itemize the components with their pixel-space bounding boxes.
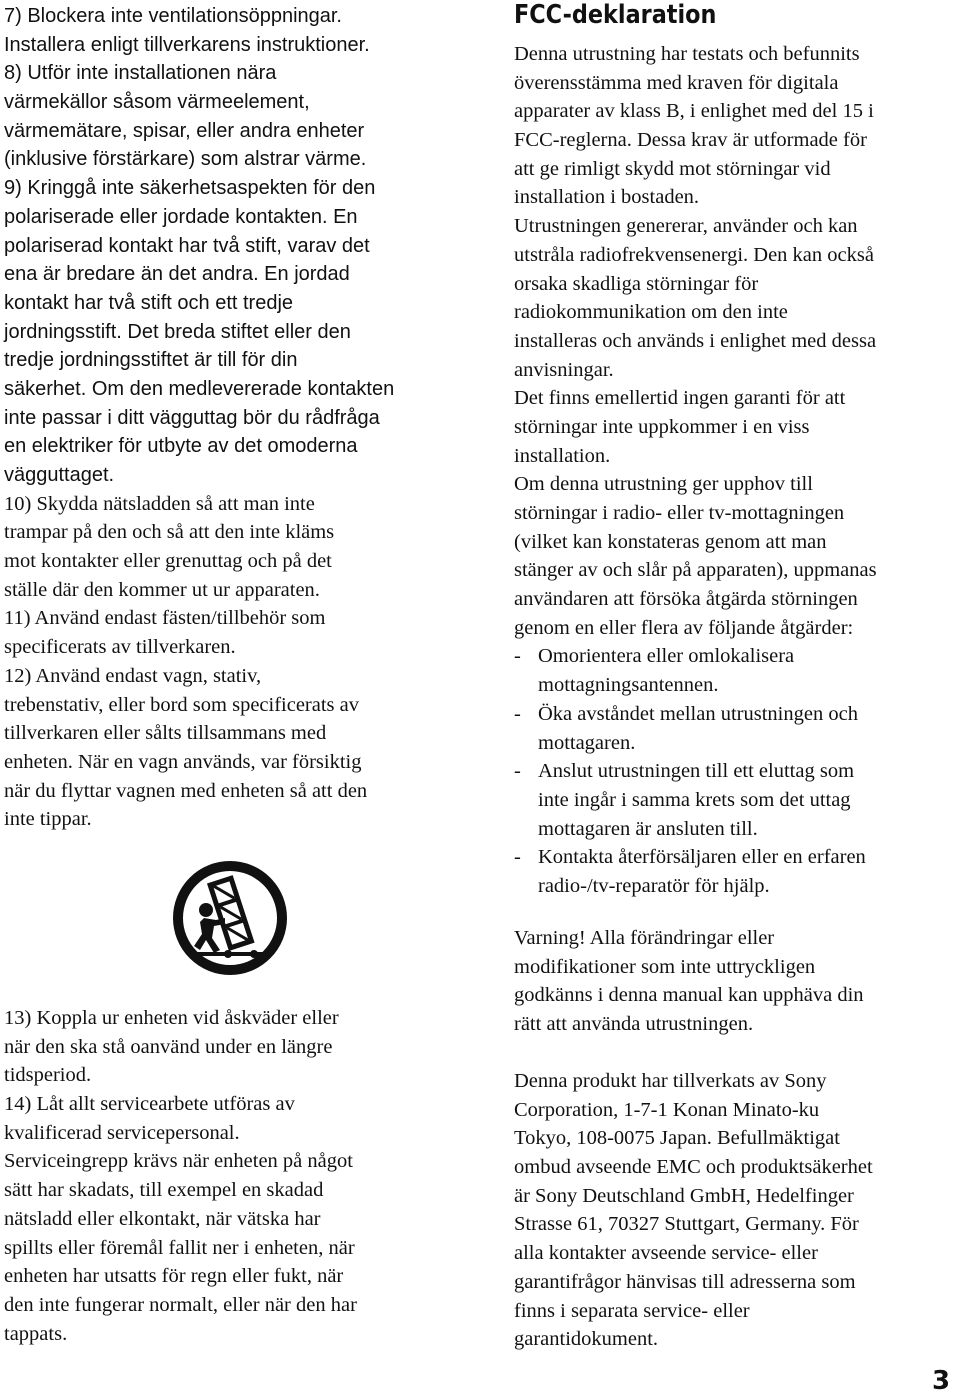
text-line: orsaka skadliga störningar för bbox=[514, 272, 759, 295]
text-line: den inte fungerar normalt, eller när den har bbox=[4, 1293, 357, 1316]
text-line: utstråla radiofrekvensenergi. Den kan också bbox=[514, 243, 874, 266]
text-line: enheten har utsatts för regn eller fukt, när bbox=[4, 1265, 344, 1288]
list-item bbox=[514, 757, 958, 843]
text-line: enheten. När en vagn används, var försiktig bbox=[4, 750, 362, 773]
text-line: stänger av och slår på apparaten), uppmanas bbox=[514, 559, 877, 582]
text-line: värmekällor såsom värmeelement, bbox=[4, 91, 310, 114]
text-line: mot kontakter eller grenuttag och på det bbox=[4, 550, 332, 573]
text-line: när den ska stå oanvänd under en längre bbox=[4, 1035, 333, 1058]
fcc-declaration bbox=[514, 40, 958, 642]
text-line: Denna produkt har tillverkats av Sony bbox=[514, 1070, 827, 1092]
text-line: 10) Skydda nätsladden så att man inte bbox=[4, 492, 315, 515]
text-line: spillts eller föremål fallit ner i enheten, när bbox=[4, 1236, 355, 1259]
text-line: inte ingår i samma krets som det uttag bbox=[538, 788, 851, 811]
text-line: installation. bbox=[514, 444, 611, 467]
text-line: radiokommunikation om den inte bbox=[514, 301, 788, 324]
text-line: Anslut utrustningen till ett eluttag som bbox=[538, 760, 855, 783]
text-line: ställe där den kommer ut ur apparaten. bbox=[4, 578, 320, 601]
text-line: tredje jordningsstiftet är till för din bbox=[4, 349, 298, 372]
warning-paragraph bbox=[514, 924, 864, 1039]
list-item bbox=[514, 642, 958, 699]
text-line: radio-/tv-reparatör för hjälp. bbox=[538, 874, 770, 897]
text-line: Installera enligt tillverkarens instruktioner. bbox=[4, 33, 370, 56]
text-line: finns i separata service- eller bbox=[514, 1299, 750, 1322]
text-line: garantifrågor hänvisas till adresserna som bbox=[514, 1270, 856, 1293]
text-line: mottagaren. bbox=[538, 731, 636, 754]
text-line: är Sony Deutschland GmbH, Hedelfinger bbox=[514, 1184, 854, 1207]
text-line: 8) Utför inte installationen nära bbox=[4, 62, 277, 85]
text-line: Corporation, 1-7-1 Konan Minato-ku bbox=[514, 1098, 820, 1121]
safety-instructions-13-14 bbox=[4, 1004, 357, 1348]
text-line: mottagaren är ansluten till. bbox=[538, 817, 758, 840]
text-line: 12) Använd endast vagn, stativ, bbox=[4, 664, 262, 687]
text-line: (inklusive förstärkare) som alstrar värme. bbox=[4, 148, 367, 171]
text-line: tappats. bbox=[4, 1322, 68, 1345]
text-line: kvalificerad servicepersonal. bbox=[4, 1121, 240, 1144]
text-line: Om denna utrustning ger upphov till bbox=[514, 473, 813, 496]
text-line: störningar i radio- eller tv-mottagningen bbox=[514, 502, 845, 524]
text-line: 9) Kringgå inte säkerhetsaspekten för den bbox=[4, 177, 376, 200]
right-column bbox=[514, 0, 958, 1351]
text-line: ombud avseende EMC och produktsäkerhet bbox=[514, 1156, 873, 1179]
text-line: jordningsstift. Det breda stiftet eller den bbox=[4, 320, 351, 343]
left-column bbox=[4, 0, 474, 1345]
list-item bbox=[514, 843, 958, 900]
text-line: genom en eller flera av följande åtgärder: bbox=[514, 616, 854, 639]
text-line: garantidokument. bbox=[514, 1328, 659, 1351]
text-line: apparater av klass B, i enlighet med del 15 i bbox=[514, 100, 874, 123]
text-line: Kontakta återförsäljaren eller en erfaren bbox=[538, 846, 866, 869]
text-line: överensstämma med kraven för digitala bbox=[514, 71, 839, 94]
text-line: mottagningsantennen. bbox=[538, 674, 719, 697]
text-line: Omorientera eller omlokalisera bbox=[538, 645, 795, 668]
text-line: FCC-reglerna. Dessa krav är utformade för bbox=[514, 129, 867, 152]
text-line: 7) Blockera inte ventilationsöppningar. bbox=[4, 5, 342, 27]
text-line: nätsladd eller elkontakt, när vätska har bbox=[4, 1207, 321, 1230]
fcc-heading: FCC-deklaration bbox=[514, 0, 717, 30]
text-line: Strasse 61, 70327 Stuttgart, Germany. För bbox=[514, 1213, 859, 1236]
text-line: säkerhet. Om den medlevererade kontakten bbox=[4, 377, 395, 400]
text-line: inte tippar. bbox=[4, 808, 92, 831]
text-line: rätt att använda utrustningen. bbox=[514, 1013, 754, 1036]
text-line: inte passar i ditt vägguttag bör du rådfråga bbox=[4, 406, 380, 429]
list-dash: - bbox=[514, 760, 521, 783]
text-line: kontakt har två stift och ett tredje bbox=[4, 291, 294, 314]
text-line: polariserad kontakt har två stift, varav det bbox=[4, 234, 370, 257]
list-item bbox=[514, 700, 958, 757]
text-line: 13) Koppla ur enheten vid åskväder eller bbox=[4, 1007, 339, 1029]
text-line: Varning! Alla förändringar eller bbox=[514, 927, 775, 949]
cart-tip-over-warning-icon bbox=[170, 858, 290, 978]
text-line: användaren att försöka åtgärda störningen bbox=[514, 588, 858, 611]
text-line: godkänns i denna manual kan upphäva din bbox=[514, 984, 864, 1007]
text-line: installation i bostaden. bbox=[514, 186, 700, 209]
fcc-measures-list bbox=[514, 642, 958, 900]
text-line: trebenstativ, eller bord som specificerats av bbox=[4, 693, 360, 716]
safety-instructions-7-9 bbox=[4, 2, 474, 490]
text-line: modifikationer som inte uttryckligen bbox=[514, 955, 816, 978]
text-line: störningar inte uppkommer i en viss bbox=[514, 415, 810, 438]
text-line: Öka avståndet mellan utrustningen och bbox=[538, 702, 858, 725]
text-line: installeras och används i enlighet med dessa bbox=[514, 329, 877, 352]
text-line: trampar på den och så att den inte kläms bbox=[4, 521, 335, 544]
text-line: 14) Låt allt servicearbete utföras av bbox=[4, 1093, 295, 1116]
text-line: tillverkaren eller sålts tillsammans med bbox=[4, 722, 327, 745]
list-dash: - bbox=[514, 702, 521, 725]
text-line: när du flyttar vagnen med enheten så att den bbox=[4, 779, 368, 802]
safety-instructions-10-12 bbox=[4, 490, 474, 834]
page-number: 3 bbox=[932, 1366, 951, 1396]
text-line: 11) Använd endast fästen/tillbehör som bbox=[4, 607, 326, 630]
text-line: Tokyo, 108-0075 Japan. Befullmäktigat bbox=[514, 1127, 840, 1150]
text-line: att ge rimligt skydd mot störningar vid bbox=[514, 157, 831, 180]
text-line: alla kontakter avseende service- eller bbox=[514, 1242, 818, 1265]
text-line: Utrustningen genererar, använder och kan bbox=[514, 215, 858, 238]
list-dash: - bbox=[514, 645, 521, 668]
text-line: ena är bredare än det andra. En jordad bbox=[4, 263, 350, 286]
manufacturer-paragraph bbox=[514, 1067, 873, 1354]
text-line: tidsperiod. bbox=[4, 1064, 92, 1087]
text-line: polariserade eller jordade kontakten. En bbox=[4, 205, 358, 228]
list-dash: - bbox=[514, 846, 521, 869]
text-line: sätt har skadats, till exempel en skadad bbox=[4, 1179, 324, 1202]
text-line: anvisningar. bbox=[514, 358, 614, 381]
text-line: specificerats av tillverkaren. bbox=[4, 636, 236, 659]
text-line: Det finns emellertid ingen garanti för att bbox=[514, 387, 846, 410]
text-line: en elektriker för utbyte av det omoderna bbox=[4, 435, 358, 458]
text-line: Serviceingrepp krävs när enheten på något bbox=[4, 1150, 353, 1173]
text-line: Denna utrustning har testats och befunnits bbox=[514, 43, 860, 65]
text-line: vägguttaget. bbox=[4, 464, 115, 486]
text-line: (vilket kan konstateras genom att man bbox=[514, 530, 827, 553]
text-line: värmemätare, spisar, eller andra enheter bbox=[4, 119, 365, 142]
